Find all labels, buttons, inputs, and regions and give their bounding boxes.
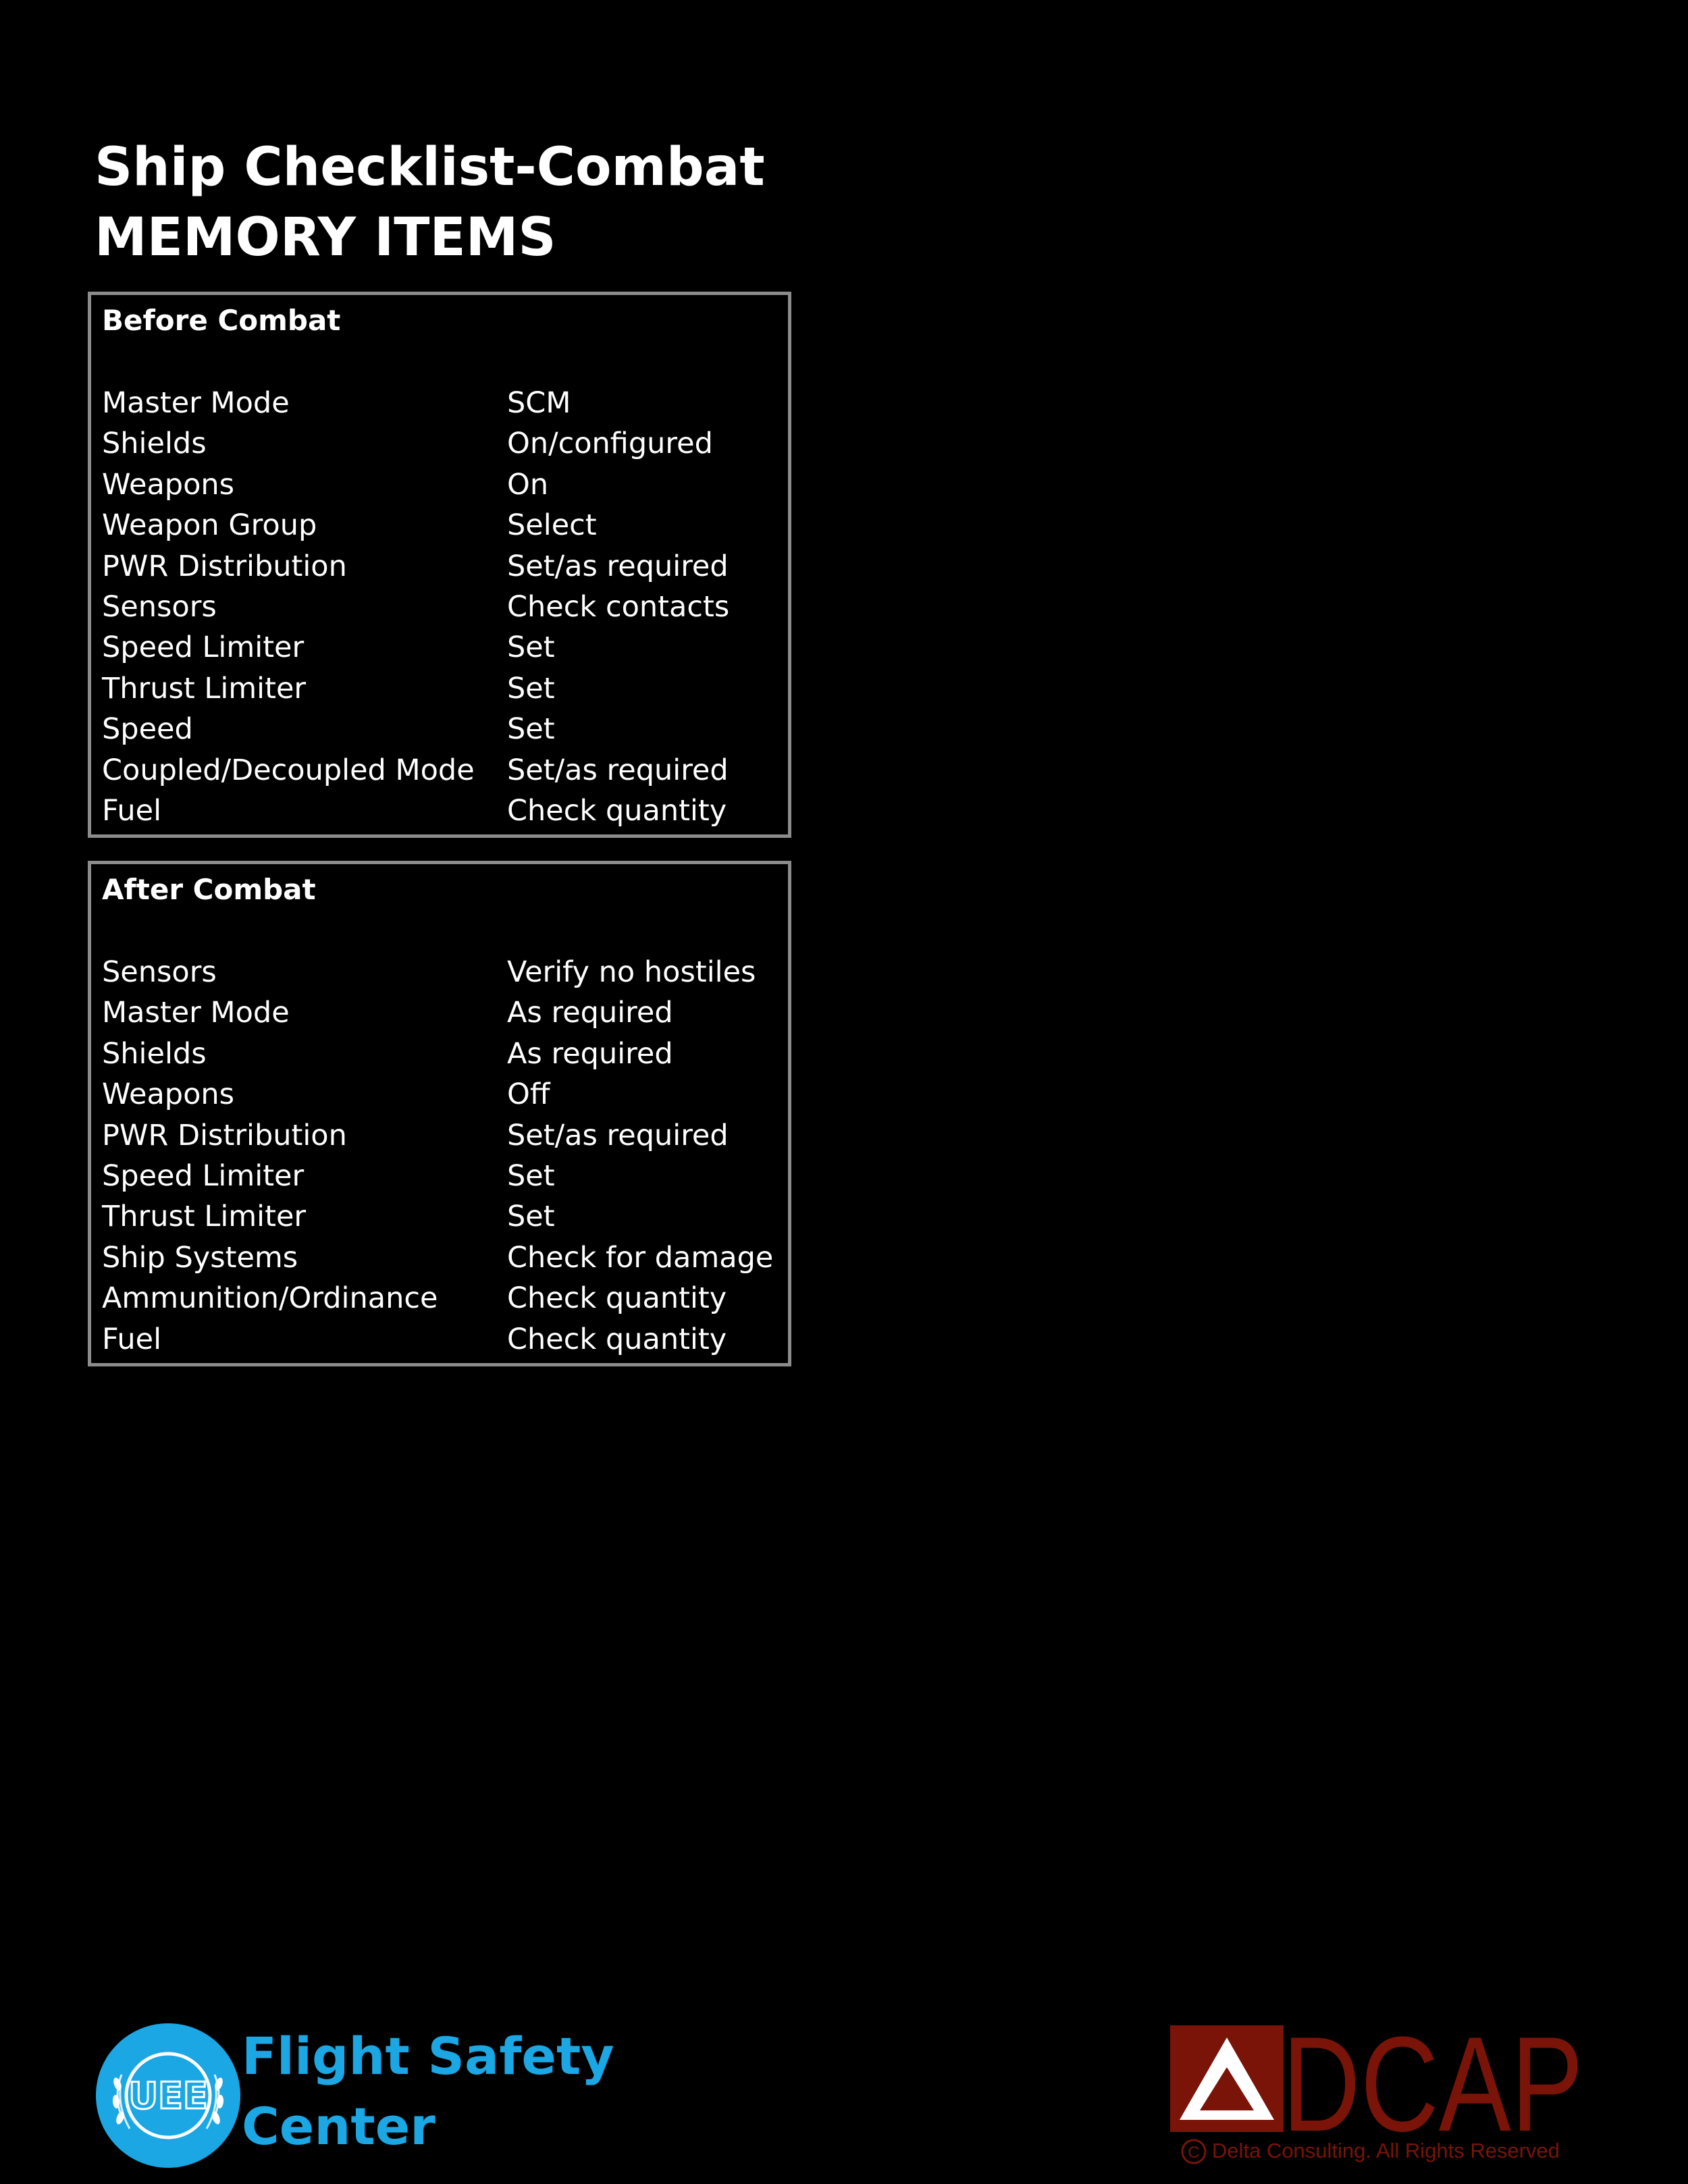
item-name: Ammunition/Ordinance [102,1281,438,1316]
item-name: Thrust Limiter [102,671,307,705]
item-name: Sensors [102,955,217,989]
item-name: PWR Distribution [102,549,347,583]
item-name: Fuel [102,1322,162,1356]
item-name: Speed [102,712,193,747]
item-action: Check contacts [507,589,730,624]
item-name: Thrust Limiter [102,1200,307,1234]
item-action: Set [507,1158,555,1193]
before-combat-heading: Before Combat [102,304,341,337]
after-combat-section [88,861,791,1366]
before-combat-section [88,292,791,838]
item-name: Weapons [102,1077,235,1112]
item-action: SCM [507,386,571,420]
item-action: Set [507,631,555,665]
item-name: Coupled/Decoupled Mode [102,753,475,787]
item-action: Verify no hostiles [507,955,756,989]
fsc-line-2: Center [242,2096,436,2156]
title-line-2: MEMORY ITEMS [95,207,556,268]
item-name: Master Mode [102,386,290,420]
dcap-wordmark: DCAP [1282,2025,1583,2160]
item-name: Weapons [102,467,235,502]
item-action: As required [507,1036,673,1071]
item-action: Set/as required [507,753,729,787]
item-action: Check quantity [507,1281,727,1316]
fsc-emblem-text: UEE [128,2075,208,2117]
item-action: Set/as required [507,549,729,583]
item-action: Set [507,712,555,747]
item-name: PWR Distribution [102,1118,347,1152]
svg-text:C: C [1188,2143,1200,2162]
item-action: Check quantity [507,1322,727,1356]
dcap-copyright: Delta Consulting. All Rights Reserved [1212,2139,1560,2162]
item-name: Master Mode [102,996,290,1030]
item-name: Weapon Group [102,508,317,543]
item-action: Off [507,1077,550,1112]
item-action: Check for damage [507,1240,774,1275]
item-action: On [507,467,549,502]
item-name: Speed Limiter [102,1158,305,1193]
fsc-emblem-logo [95,2022,242,2169]
item-action: Select [507,508,597,543]
page-title [95,132,765,273]
after-combat-heading: After Combat [102,873,316,906]
title-line-1: Ship Checklist-Combat [95,137,765,198]
item-name: Speed Limiter [102,631,305,665]
item-action: As required [507,996,673,1030]
item-name: Shields [102,1036,207,1071]
item-action: Set/as required [507,1118,729,1152]
item-action: Check quantity [507,793,727,828]
item-name: Shields [102,427,207,461]
item-action: Set [507,671,555,705]
item-action: Set [507,1200,555,1234]
item-name: Fuel [102,793,162,828]
item-name: Ship Systems [102,1240,298,1275]
fsc-wordmark [242,2021,614,2162]
dcap-logo [1170,2025,1589,2181]
item-action: On/configured [507,427,713,461]
fsc-line-1: Flight Safety [242,2026,614,2086]
item-name: Sensors [102,589,217,624]
